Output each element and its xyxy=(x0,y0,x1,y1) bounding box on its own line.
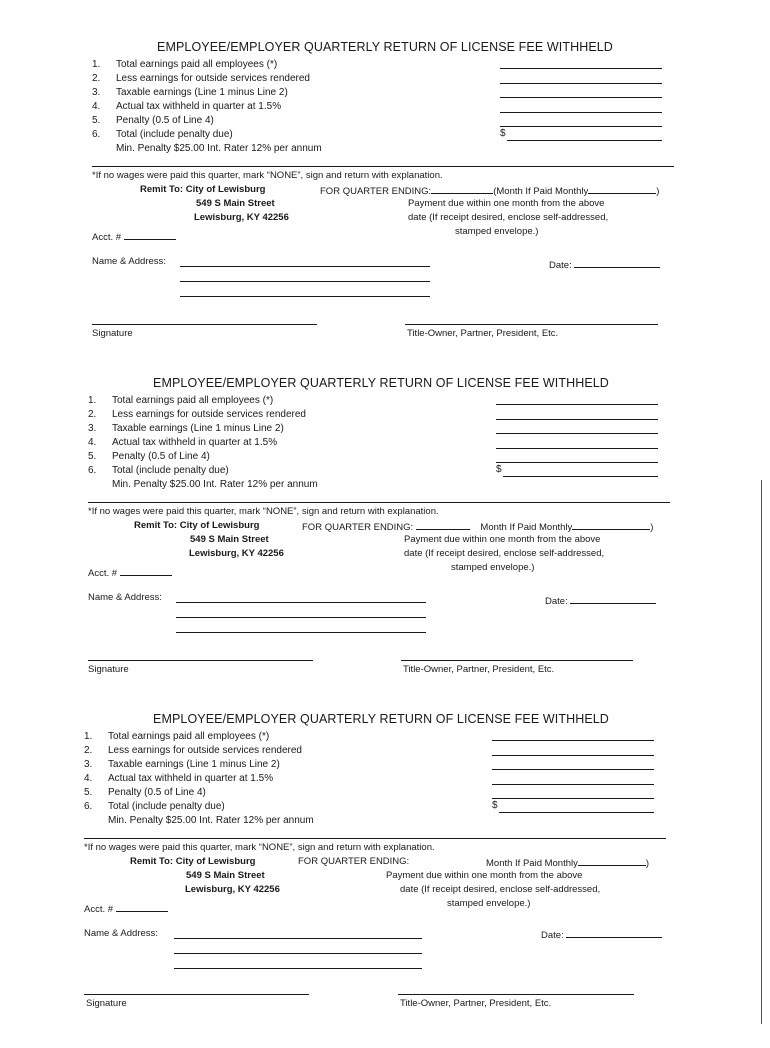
line-6-total-field[interactable] xyxy=(503,476,658,477)
line-item-2 xyxy=(92,72,322,86)
line-number: 4. xyxy=(84,773,93,784)
line-label: Taxable earnings (Line 1 minus Line 2) xyxy=(116,87,288,98)
name-address-line-3[interactable] xyxy=(176,632,426,633)
quarterly-return-form-3 xyxy=(0,712,770,1048)
line-item-2 xyxy=(84,744,314,758)
line-number: 5. xyxy=(84,787,93,798)
date-label: Date: xyxy=(545,594,656,608)
monthly-label: Month If Paid Monthly ) xyxy=(486,858,650,869)
line-items xyxy=(88,394,318,492)
quarterly-return-form-2 xyxy=(0,376,770,712)
line-item-5 xyxy=(88,450,318,464)
section-divider xyxy=(88,502,670,503)
line-number: 3. xyxy=(92,87,101,98)
receipt-note: date (If receipt desired, enclose self-addressed, xyxy=(408,212,609,223)
title-line[interactable] xyxy=(401,660,633,661)
signature-line[interactable] xyxy=(84,994,309,995)
stamped-envelope-note: stamped envelope.) xyxy=(451,562,535,573)
line-item-3 xyxy=(84,758,314,772)
line-2-amount-field[interactable] xyxy=(496,419,658,420)
line-item-1 xyxy=(84,730,314,744)
signature-line[interactable] xyxy=(92,324,317,325)
line-3-amount-field[interactable] xyxy=(496,433,658,434)
name-address-label: Name & Address: xyxy=(88,592,162,603)
no-wages-note: *If no wages were paid this quarter, mark “NONE”, sign and return with explanation. xyxy=(84,842,435,853)
line-number: 2. xyxy=(88,409,97,420)
min-penalty-note: Min. Penalty $25.00 Int. Rater 12% per annum xyxy=(108,815,314,826)
line-label: Taxable earnings (Line 1 minus Line 2) xyxy=(108,759,280,770)
line-number: 1. xyxy=(92,59,101,70)
line-label: Actual tax withheld in quarter at 1.5% xyxy=(116,101,282,112)
line-label: Actual tax withheld in quarter at 1.5% xyxy=(108,773,274,784)
line-number: 4. xyxy=(88,437,97,448)
remit-to-label: Remit To: City of Lewisburg xyxy=(130,856,256,867)
date-field[interactable] xyxy=(570,594,656,604)
min-penalty-note: Min. Penalty $25.00 Int. Rater 12% per annum xyxy=(112,479,318,490)
receipt-note: date (If receipt desired, enclose self-addressed, xyxy=(404,548,605,559)
remit-street: 549 S Main Street xyxy=(196,198,275,209)
line-number: 2. xyxy=(92,73,101,84)
title-owner-label: Title-Owner, Partner, President, Etc. xyxy=(407,328,559,339)
line-item-4 xyxy=(88,436,318,450)
line-item-2 xyxy=(88,408,318,422)
line-5-amount-field[interactable] xyxy=(496,462,658,463)
line-item-3 xyxy=(92,86,322,100)
quarter-ending-label: FOR QUARTER ENDING: (Month If Paid Monthly ) xyxy=(320,186,660,197)
stamped-envelope-note: stamped envelope.) xyxy=(447,898,531,909)
title-line[interactable] xyxy=(405,324,658,325)
line-number: 3. xyxy=(88,423,97,434)
name-address-label: Name & Address: xyxy=(92,256,166,267)
line-label: Total earnings paid all employees (*) xyxy=(116,59,278,70)
monthly-label: (Month If Paid Monthly xyxy=(493,186,589,197)
month-field[interactable] xyxy=(588,184,656,194)
quarter-ending-field[interactable] xyxy=(416,520,470,530)
remit-city: City of Lewisburg xyxy=(185,184,266,195)
receipt-note: date (If receipt desired, enclose self-addressed, xyxy=(400,884,601,895)
line-label: Less earnings for outside services rendered xyxy=(112,409,306,420)
section-divider xyxy=(84,838,666,839)
line-label: Penalty (0.5 of Line 4) xyxy=(112,451,210,462)
account-number-field[interactable] xyxy=(116,902,168,912)
form-title: EMPLOYEE/EMPLOYER QUARTERLY RETURN OF LICENSE FEE WITHHELD xyxy=(157,40,613,54)
line-item-6 xyxy=(84,800,314,814)
dollar-sign: $ xyxy=(496,464,502,475)
signature-label: Signature xyxy=(92,328,133,339)
month-field[interactable] xyxy=(578,856,646,866)
line-number: 3. xyxy=(84,759,93,770)
min-penalty-note: Min. Penalty $25.00 Int. Rater 12% per annum xyxy=(116,143,322,154)
line-number: 2. xyxy=(84,745,93,756)
line-1-amount-field[interactable] xyxy=(492,740,654,741)
date-label: Date: xyxy=(541,928,662,942)
dollar-sign: $ xyxy=(500,128,506,139)
line-item-1 xyxy=(92,58,322,72)
payment-due-note: Payment due within one month from the above xyxy=(408,198,605,209)
line-4-amount-field[interactable] xyxy=(496,448,658,449)
line-number: 1. xyxy=(84,731,93,742)
date-field[interactable] xyxy=(574,258,660,268)
line-label: Total (include penalty due) xyxy=(112,465,229,476)
stamped-envelope-note: stamped envelope.) xyxy=(455,226,539,237)
signature-label: Signature xyxy=(88,664,129,675)
name-address-line-2[interactable] xyxy=(174,953,422,954)
line-label: Total (include penalty due) xyxy=(108,801,225,812)
quarterly-return-form-1 xyxy=(0,40,770,376)
line-4-amount-field[interactable] xyxy=(500,112,662,113)
line-2-amount-field[interactable] xyxy=(500,83,662,84)
form-title: EMPLOYEE/EMPLOYER QUARTERLY RETURN OF LICENSE FEE WITHHELD xyxy=(153,376,609,390)
quarter-ending-label: FOR QUARTER ENDING: Month If Paid Monthly ) xyxy=(302,522,654,533)
remit-city-state: Lewisburg, KY 42256 xyxy=(185,884,280,895)
line-label: Penalty (0.5 of Line 4) xyxy=(116,115,214,126)
line-items xyxy=(84,730,314,828)
date-label: Date: xyxy=(549,258,660,272)
line-label: Less earnings for outside services rendered xyxy=(108,745,302,756)
line-item-1 xyxy=(88,394,318,408)
quarter-ending-label: FOR QUARTER ENDING: xyxy=(298,856,410,867)
remit-city-state: Lewisburg, KY 42256 xyxy=(194,212,289,223)
remit-city: City of Lewisburg xyxy=(175,856,256,867)
title-owner-label: Title-Owner, Partner, President, Etc. xyxy=(403,664,555,675)
line-number: 4. xyxy=(92,101,101,112)
account-number-field[interactable] xyxy=(120,566,172,576)
line-item-3 xyxy=(88,422,318,436)
line-label: Actual tax withheld in quarter at 1.5% xyxy=(112,437,278,448)
name-address-line-1[interactable] xyxy=(174,938,422,939)
line-number: 6. xyxy=(92,129,101,140)
line-5-amount-field[interactable] xyxy=(492,798,654,799)
line-item-4 xyxy=(92,100,322,114)
remit-to-label: Remit To: City of Lewisburg xyxy=(140,184,266,195)
line-number: 5. xyxy=(92,115,101,126)
remit-street: 549 S Main Street xyxy=(190,534,269,545)
form-title: EMPLOYEE/EMPLOYER QUARTERLY RETURN OF LICENSE FEE WITHHELD xyxy=(153,712,609,726)
remit-to-label: Remit To: City of Lewisburg xyxy=(134,520,260,531)
line-number: 6. xyxy=(84,801,93,812)
line-1-amount-field[interactable] xyxy=(496,404,658,405)
dollar-sign: $ xyxy=(492,800,498,811)
line-label: Total earnings paid all employees (*) xyxy=(112,395,274,406)
line-number: 1. xyxy=(88,395,97,406)
title-line[interactable] xyxy=(398,994,634,995)
name-address-line-2[interactable] xyxy=(180,281,430,282)
title-owner-label: Title-Owner, Partner, President, Etc. xyxy=(400,998,552,1009)
date-field[interactable] xyxy=(566,928,662,938)
monthly-label: Month If Paid Monthly xyxy=(480,522,573,533)
line-item-6 xyxy=(88,464,318,478)
account-number-field[interactable] xyxy=(124,230,176,240)
account-label: Acct. # xyxy=(84,902,168,916)
line-label: Taxable earnings (Line 1 minus Line 2) xyxy=(112,423,284,434)
line-label: Total (include penalty due) xyxy=(116,129,233,140)
section-divider xyxy=(92,166,674,167)
line-label: Total earnings paid all employees (*) xyxy=(108,731,270,742)
line-1-amount-field[interactable] xyxy=(500,68,662,69)
quarter-ending-field[interactable] xyxy=(431,184,493,194)
no-wages-note: *If no wages were paid this quarter, mark “NONE”, sign and return with explanation. xyxy=(92,170,443,181)
remit-street: 549 S Main Street xyxy=(186,870,265,881)
scan-edge-line xyxy=(761,480,762,1024)
payment-due-note: Payment due within one month from the above xyxy=(386,870,583,881)
line-4-amount-field[interactable] xyxy=(492,784,654,785)
name-address-label: Name & Address: xyxy=(84,928,158,939)
month-field[interactable] xyxy=(572,520,650,530)
line-6-total-field[interactable] xyxy=(499,812,654,813)
name-address-line-3[interactable] xyxy=(174,968,422,969)
line-2-amount-field[interactable] xyxy=(492,755,654,756)
line-6-total-field[interactable] xyxy=(507,140,662,141)
line-number: 5. xyxy=(88,451,97,462)
line-item-5 xyxy=(92,114,322,128)
line-5-amount-field[interactable] xyxy=(500,126,662,127)
line-item-4 xyxy=(84,772,314,786)
line-3-amount-field[interactable] xyxy=(492,769,654,770)
payment-due-note: Payment due within one month from the above xyxy=(404,534,601,545)
account-label: Acct. # xyxy=(92,230,176,244)
signature-line[interactable] xyxy=(88,660,313,661)
account-label: Acct. # xyxy=(88,566,172,580)
line-3-amount-field[interactable] xyxy=(500,97,662,98)
remit-city-state: Lewisburg, KY 42256 xyxy=(189,548,284,559)
name-address-line-1[interactable] xyxy=(180,266,430,267)
line-item-5 xyxy=(84,786,314,800)
line-label: Penalty (0.5 of Line 4) xyxy=(108,787,206,798)
remit-city: City of Lewisburg xyxy=(179,520,260,531)
name-address-line-3[interactable] xyxy=(180,296,430,297)
name-address-line-1[interactable] xyxy=(176,602,426,603)
name-address-line-2[interactable] xyxy=(176,617,426,618)
line-item-6 xyxy=(92,128,322,142)
no-wages-note: *If no wages were paid this quarter, mark “NONE”, sign and return with explanation. xyxy=(88,506,439,517)
line-label: Less earnings for outside services rendered xyxy=(116,73,310,84)
line-items xyxy=(92,58,322,156)
line-number: 6. xyxy=(88,465,97,476)
signature-label: Signature xyxy=(86,998,127,1009)
